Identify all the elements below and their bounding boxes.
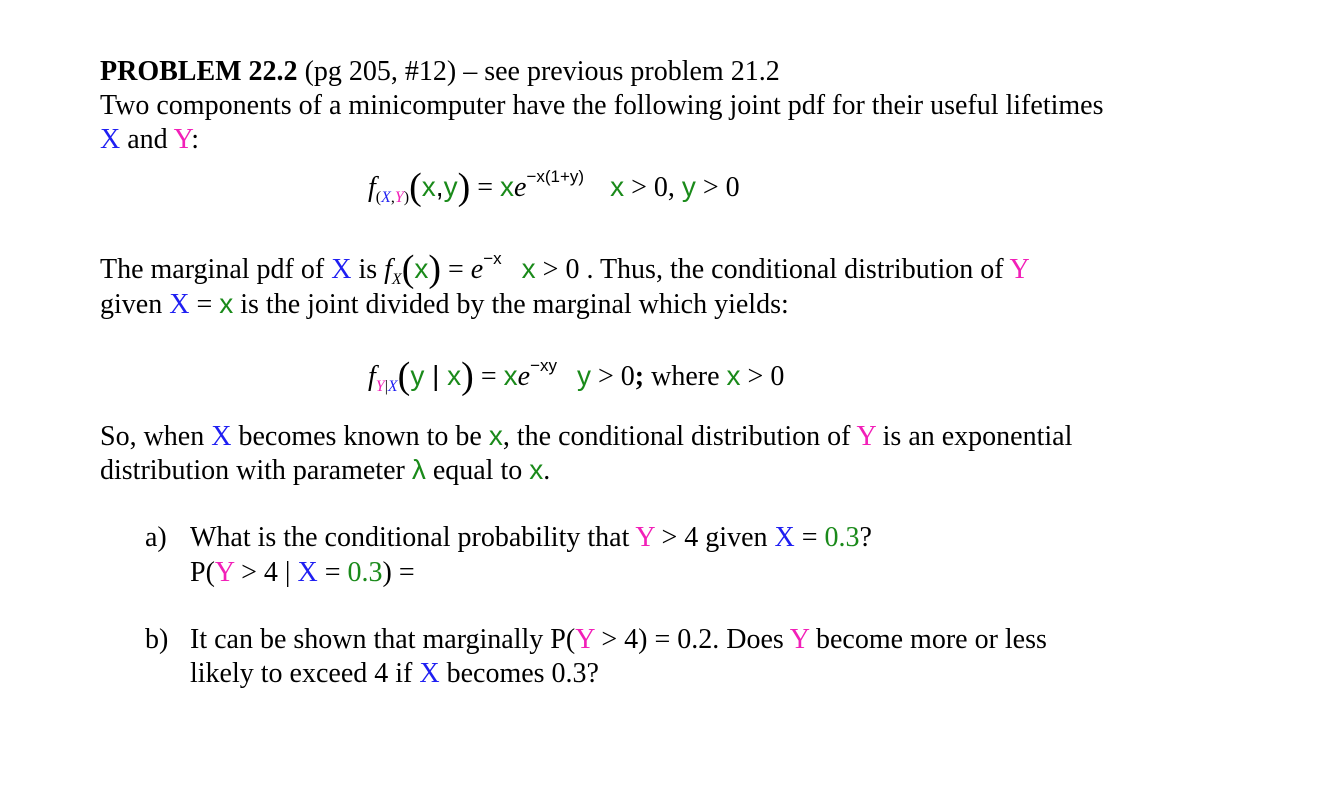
eq-subscript: (X,Y): [375, 189, 410, 206]
problem-label: PROBLEM 22.2: [100, 56, 298, 87]
question-b-text-2: likely to exceed 4 if X becomes 0.3?: [190, 658, 599, 689]
conditional-pdf-equation: $f_{Y|X}(y$ | $x) = xe^{-xy}$ y > 0; where x > 0: [368, 355, 785, 397]
question-a-text: What is the conditional probability that Y > 4 given X = 0.3?: [190, 522, 872, 553]
question-a-label: a): [145, 522, 167, 553]
eq-f: f: [368, 172, 376, 203]
problem-reference: (pg 205, #12) – see previous problem 21.2: [297, 56, 780, 87]
joint-pdf-equation: $f_{(X,Y)}(x,y) = xe^{-x(1+y)}$ x > 0, y > 0: [368, 166, 740, 208]
intro-line-1: Two components of a minicomputer have the following joint pdf for their useful lifetimes: [100, 90, 1104, 121]
eq-exponent: −x(1+y): [526, 167, 585, 186]
question-a-probability: P(Y > 4 | X = 0.3) =: [190, 557, 415, 588]
given-line: given X = x is the joint divided by the marginal which yields:: [100, 288, 789, 320]
cond-subscript: Y|X: [375, 378, 398, 395]
summary-line-1: So, when X becomes known to be x, the conditional distribution of Y is an exponential: [100, 420, 1073, 452]
question-b-label: b): [145, 624, 169, 655]
intro-and: and: [120, 124, 174, 155]
summary-line-2: distribution with parameter λ equal to x.: [100, 454, 551, 486]
question-b-text-1: It can be shown that marginally P(Y > 4) = 0.2. Does Y become more or less: [190, 624, 1047, 655]
marginal-line: The marginal pdf of X is $f_X(x) = e^{-x}$ x > 0 . Thus, the conditional distribution of Y: [100, 248, 1030, 290]
intro-colon: :: [191, 124, 200, 155]
var-Y: Y: [173, 124, 192, 155]
problem-title: [100, 55, 780, 89]
var-X: X: [100, 124, 121, 155]
lambda-symbol: λ: [411, 454, 426, 485]
intro-line-2: [100, 123, 199, 157]
